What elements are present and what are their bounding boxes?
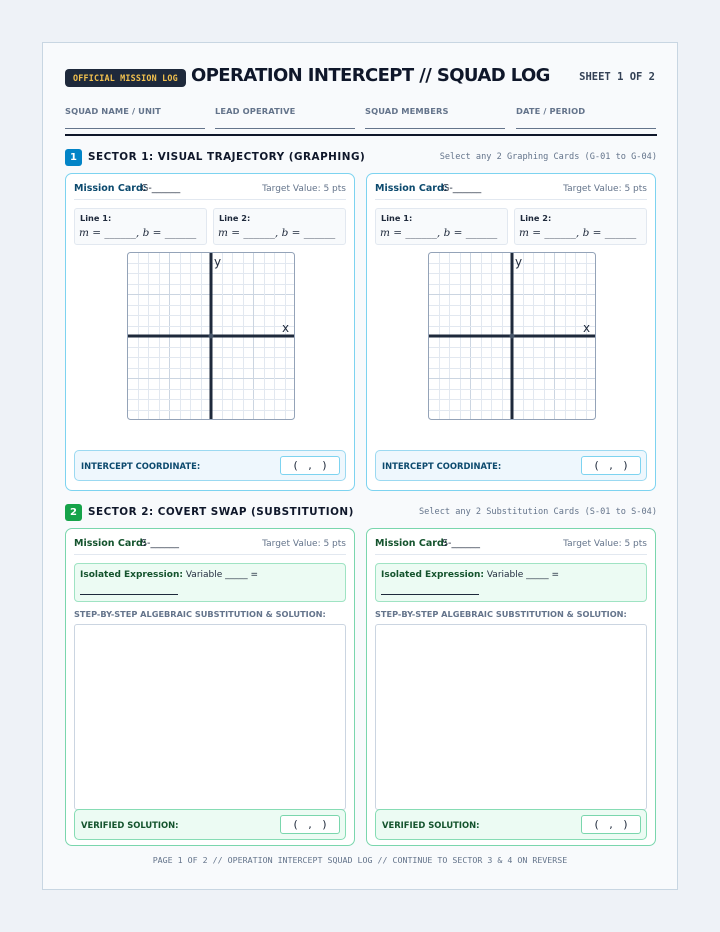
expression-blank[interactable] (381, 594, 479, 595)
line1-equation[interactable]: m = ______, b = ______ (380, 227, 498, 239)
sector2-heading (65, 504, 657, 522)
target-value: Target Value: 5 pts (262, 184, 346, 194)
mission-card-code[interactable]: G-______ (442, 183, 482, 194)
sector2-number: 2 (65, 504, 82, 521)
sector1-title: SECTOR 1: VISUAL TRAJECTORY (GRAPHING) (88, 151, 366, 163)
sheet-number: SHEET 1 OF 2 (579, 71, 655, 83)
origin-point (510, 334, 515, 339)
mission-card-row (74, 182, 346, 200)
mission-card-row (74, 537, 346, 555)
y-axis-label: y (214, 255, 222, 269)
header-fields (65, 99, 657, 129)
line2-box (213, 208, 346, 245)
date-period-field[interactable]: DATE / PERIOD (516, 99, 656, 129)
solution-label: VERIFIED SOLUTION: (81, 820, 179, 830)
solution-label: VERIFIED SOLUTION: (382, 820, 480, 830)
sector1-number: 1 (65, 149, 82, 166)
intercept-label: INTERCEPT COORDINATE: (382, 461, 502, 471)
coordinate-grid[interactable] (428, 252, 596, 420)
mission-card-label: Mission Card: (74, 183, 147, 194)
expression-blank[interactable] (80, 594, 178, 595)
page-footer: PAGE 1 OF 2 // OPERATION INTERCEPT SQUAD LOG // CONTINUE TO SECTOR 3 & 4 ON REVERSE (152, 855, 568, 865)
target-value: Target Value: 5 pts (563, 184, 647, 194)
solution-input[interactable]: ( , ) (280, 815, 340, 834)
y-axis-label: y (515, 255, 523, 269)
substitution-card (366, 528, 656, 846)
solution-result-row (375, 809, 647, 840)
coordinate-grid[interactable] (127, 252, 295, 420)
sector2-note: Select any 2 Substitution Cards (S-01 to S-04) (419, 507, 657, 517)
target-value: Target Value: 5 pts (563, 539, 647, 549)
solution-input[interactable]: ( , ) (581, 815, 641, 834)
squad-name-field[interactable]: SQUAD NAME / UNIT (65, 99, 205, 129)
line1-box (375, 208, 508, 245)
intercept-input[interactable]: ( , ) (280, 456, 340, 475)
lead-operative-field[interactable]: LEAD OPERATIVE (215, 99, 355, 129)
isolated-expression[interactable]: Isolated Expression: Variable _____ = (381, 570, 560, 580)
mission-card-label: Mission Card: (375, 183, 448, 194)
line2-title: Line 2: (520, 213, 552, 223)
intercept-input[interactable]: ( , ) (581, 456, 641, 475)
x-axis-label: x (583, 321, 591, 335)
line2-title: Line 2: (219, 213, 251, 223)
intercept-label: INTERCEPT COORDINATE: (81, 461, 201, 471)
line1-box (74, 208, 207, 245)
work-area[interactable] (375, 624, 647, 810)
line1-equation[interactable]: m = ______, b = ______ (79, 227, 197, 239)
line2-box (514, 208, 647, 245)
solution-result-row (74, 809, 346, 840)
mission-card-label: Mission Card: (375, 538, 448, 549)
official-badge: OFFICIAL MISSION LOG (65, 69, 186, 87)
graphing-card (65, 173, 355, 491)
substitution-card (65, 528, 355, 846)
line2-equation[interactable]: m = ______, b = ______ (519, 227, 637, 239)
sector1-note: Select any 2 Graphing Cards (G-01 to G-04) (439, 152, 657, 162)
worksheet-page (42, 42, 678, 890)
sector2-title: SECTOR 2: COVERT SWAP (SUBSTITUTION) (88, 506, 354, 518)
line2-equation[interactable]: m = ______, b = ______ (218, 227, 336, 239)
squad-members-field[interactable]: SQUAD MEMBERS (365, 99, 505, 129)
target-value: Target Value: 5 pts (262, 539, 346, 549)
intercept-result-row (74, 450, 346, 481)
x-axis-label: x (282, 321, 290, 335)
mission-card-row (375, 182, 647, 200)
header-divider (65, 134, 657, 136)
mission-card-code[interactable]: S-______ (141, 538, 179, 549)
work-area[interactable] (74, 624, 346, 810)
mission-card-row (375, 537, 647, 555)
mission-card-code[interactable]: S-______ (442, 538, 480, 549)
mission-card-code[interactable]: G-______ (141, 183, 181, 194)
isolated-expression-box (74, 563, 346, 602)
steps-label: STEP-BY-STEP ALGEBRAIC SUBSTITUTION & SOLUTION: (74, 609, 326, 619)
mission-card-label: Mission Card: (74, 538, 147, 549)
graphing-card (366, 173, 656, 491)
line1-title: Line 1: (381, 213, 413, 223)
steps-label: STEP-BY-STEP ALGEBRAIC SUBSTITUTION & SOLUTION: (375, 609, 627, 619)
line1-title: Line 1: (80, 213, 112, 223)
isolated-expression[interactable]: Isolated Expression: Variable _____ = (80, 570, 259, 580)
origin-point (209, 334, 214, 339)
page-title: OPERATION INTERCEPT // SQUAD LOG (191, 65, 550, 86)
sector1-heading (65, 149, 657, 167)
intercept-result-row (375, 450, 647, 481)
isolated-expression-box (375, 563, 647, 602)
